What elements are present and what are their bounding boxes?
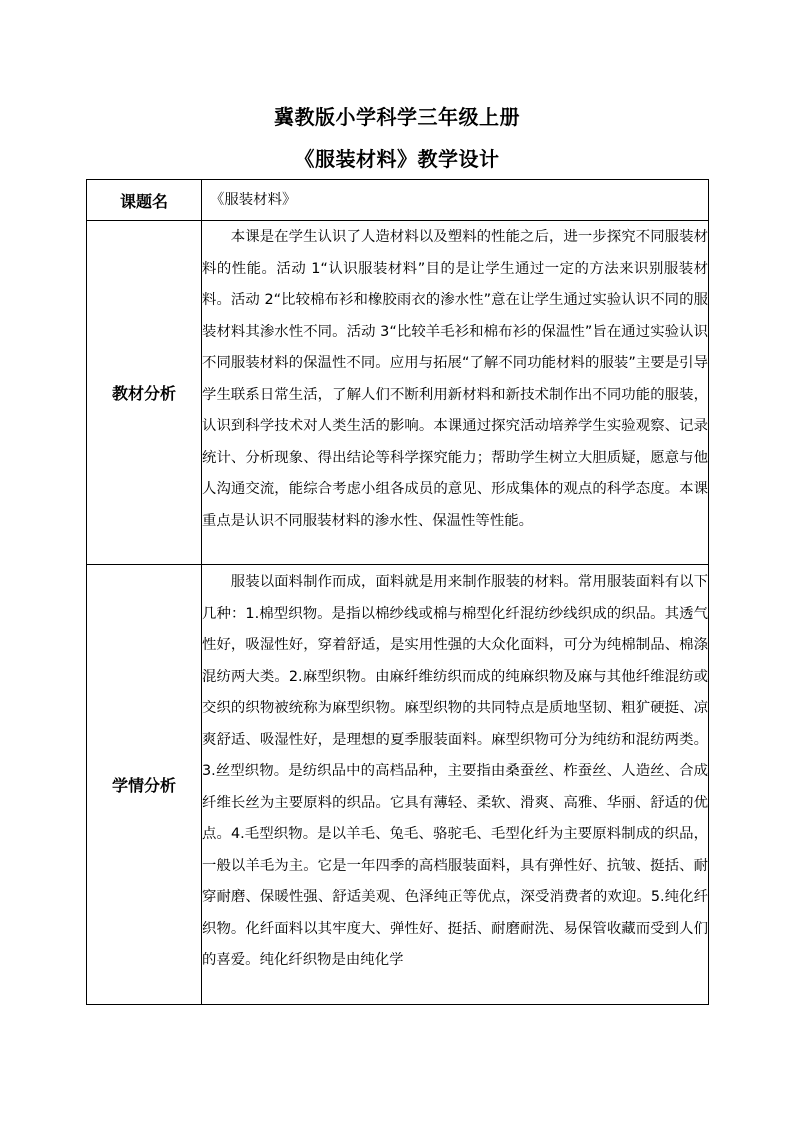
row-label-textbook-analysis: 教材分析 xyxy=(87,221,202,565)
table-row-topic xyxy=(87,180,709,221)
document-subtitle: 《服装材料》教学设计 xyxy=(294,147,500,171)
row-label-student-analysis: 学情分析 xyxy=(87,565,202,1005)
row-content-student-analysis xyxy=(202,565,709,1005)
document-title: 冀教版小学科学三年级上册 xyxy=(274,105,520,129)
student-analysis-paragraph: 服装以面料制作而成，面料就是用来制作服装的材料。常用服装面料有以下几种：1.棉型织物。是指以棉纱线或棉与棉型化纤混纺纱线织成的织品。其透气性好，吸湿性好，穿着舒适，是实用性强的大众化面料，可分为纯棉制品、棉涤混纺两大类。2.麻型织物。由麻纤维纺织而成的纯麻织物及麻与其他纤维混纺或交织的织物被统称为麻型织物。麻型织物的共同特点是质地坚韧、粗犷硬挺、凉爽舒适、吸湿性好，是理想的夏季服装面料。麻型织物可分为纯纺和混纺两类。3.丝型织物。是纺织品中的高档品种，主要指由桑蚕丝、柞蚕丝、人造丝、合成纤维长丝为主要原料的织品。它具有薄轻、柔软、滑爽、高雅、华丽、舒适的优点。4.毛型织物。是以羊毛、兔毛、骆驼毛、毛型化纤为主要原料制成的织品，一般以羊毛为主。它是一年四季的高档服装面料，具有弹性好、抗皱、挺括、耐穿耐磨、保暖性强、舒适美观、色泽纯正等优点，深受消费者的欢迎。5.纯化纤织物。化纤面料以其牢度大、弹性好、挺括、耐磨耐洗、易保管收藏而受到人们的喜爱。纯化纤织物是由纯化学 xyxy=(202,574,708,968)
row-label-topic: 课题名 xyxy=(87,180,202,221)
row-content-textbook-analysis xyxy=(202,221,709,565)
lesson-design-table xyxy=(86,179,709,1005)
textbook-analysis-paragraph: 本课是在学生认识了人造材料以及塑料的性能之后，进一步探究不同服装材料的性能。活动 1“认识服装材料”目的是让学生通过一定的方法来识别服装材料。活动 2“比较棉布衫和橡胶雨衣的渗水性”意在让学生通过实验认识不同的服装材料其渗水性不同。活动 3“比较羊毛衫和棉布衫的保温性”旨在通过实验认识不同服装材料的保温性不同。应用与拓展“了解不同功能材料的服装”主要是引导学生联系日常生活，了解人们不断利用新材料和新技术制作出不同功能的服装，认识到科学技术对人类生活的影响。本课通过探究活动培养学生实验观察、记录统计、分析现象、得出结论等科学探究能力；帮助学生树立大胆质疑，愿意与他人沟通交流，能综合考虑小组各成员的意见、形成集体的观点的科学态度。本课重点是认识不同服装材料的渗水性、保温性等性能。 xyxy=(202,229,708,529)
table-row-student-analysis xyxy=(87,565,709,1005)
table-row-textbook-analysis xyxy=(87,221,709,565)
row-content-topic: 《服装材料》 xyxy=(202,180,709,221)
